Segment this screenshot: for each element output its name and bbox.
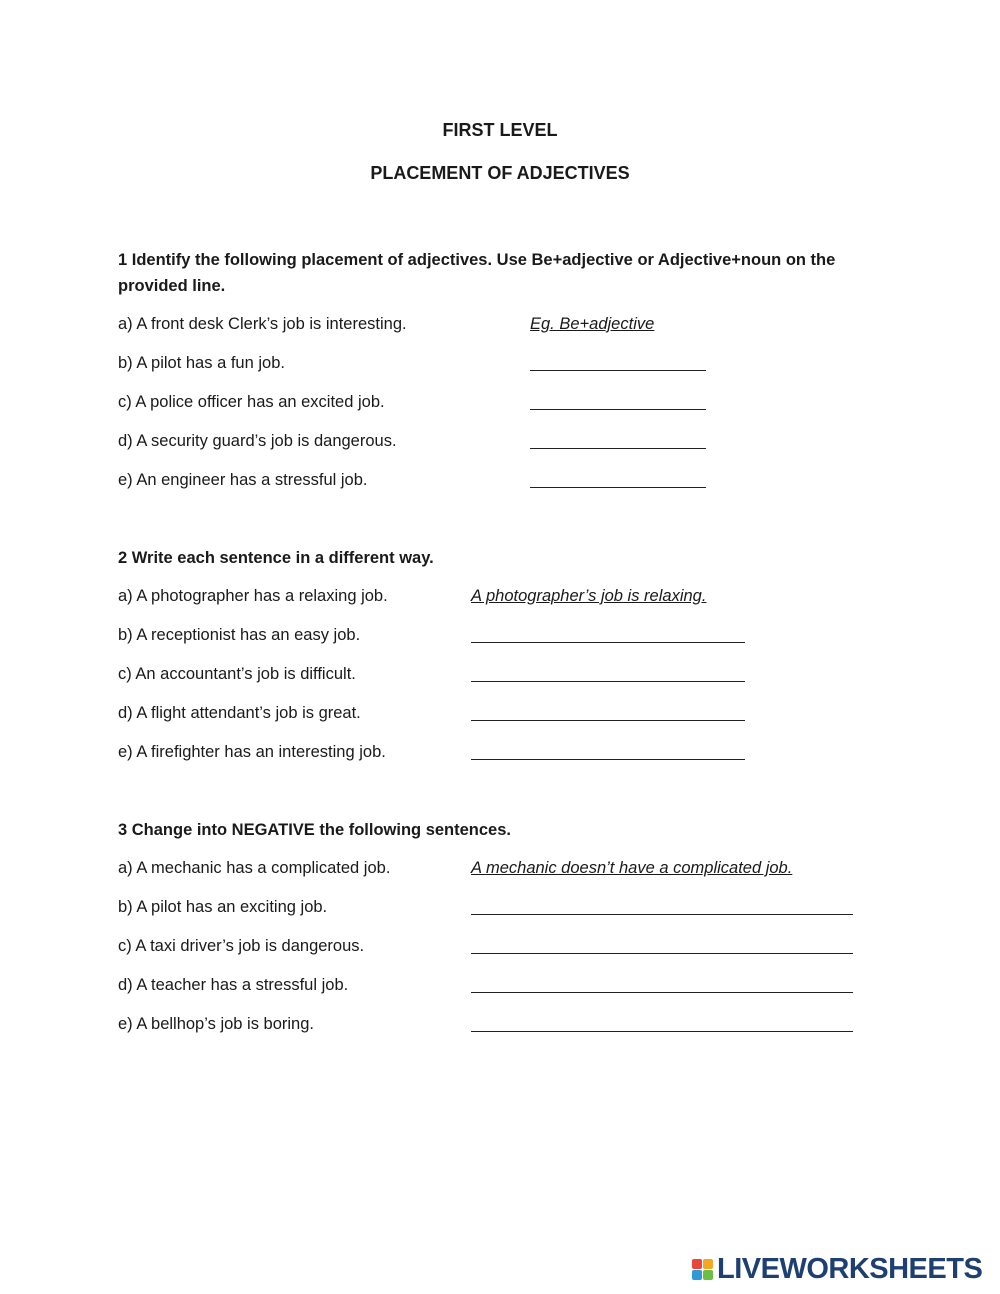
- example-answer: Eg. Be+adjective: [530, 315, 655, 333]
- question-text: e) A bellhop’s job is boring.: [118, 1015, 314, 1033]
- answer-line[interactable]: [471, 992, 853, 993]
- logo-tile: [692, 1259, 702, 1269]
- answer-line[interactable]: [471, 1031, 853, 1032]
- answer-line[interactable]: [471, 642, 745, 643]
- question-text: c) A police officer has an excited job.: [118, 393, 385, 411]
- question-text: c) An accountant’s job is difficult.: [118, 665, 356, 683]
- answer-line[interactable]: [471, 914, 853, 915]
- answer-line[interactable]: [530, 448, 706, 449]
- question-text: b) A receptionist has an easy job.: [118, 626, 361, 644]
- section-heading: 2 Write each sentence in a different way.: [118, 549, 434, 567]
- example-answer: A photographer’s job is relaxing.: [471, 587, 707, 605]
- question-text: e) An engineer has a stressful job.: [118, 471, 368, 489]
- question-text: b) A pilot has a fun job.: [118, 354, 285, 372]
- liveworksheets-logo-icon: [692, 1259, 713, 1280]
- answer-line[interactable]: [471, 681, 745, 682]
- question-text: a) A photographer has a relaxing job.: [118, 587, 388, 605]
- topic-title: PLACEMENT OF ADJECTIVES: [370, 163, 630, 183]
- brand-name: LIVEWORKSHEETS: [717, 1253, 983, 1285]
- level-title: FIRST LEVEL: [442, 120, 558, 140]
- answer-line[interactable]: [471, 720, 745, 721]
- logo-tile: [692, 1270, 702, 1280]
- question-text: d) A security guard’s job is dangerous.: [118, 432, 397, 450]
- liveworksheets-brand[interactable]: [692, 1254, 982, 1284]
- logo-tile: [703, 1259, 713, 1269]
- answer-line[interactable]: [530, 370, 706, 371]
- answer-line[interactable]: [471, 953, 853, 954]
- example-answer: A mechanic doesn’t have a complicated job.: [471, 859, 793, 877]
- answer-line[interactable]: [471, 759, 745, 760]
- question-text: d) A flight attendant’s job is great.: [118, 704, 361, 722]
- question-text: a) A front desk Clerk’s job is interesting.: [118, 315, 407, 333]
- question-text: a) A mechanic has a complicated job.: [118, 859, 391, 877]
- section-heading: 1 Identify the following placement of adjectives. Use Be+adjective or Adjective+noun on the provided line.: [118, 251, 836, 295]
- section-heading: 3 Change into NEGATIVE the following sentences.: [118, 821, 511, 839]
- answer-line[interactable]: [530, 487, 706, 488]
- question-text: e) A firefighter has an interesting job.: [118, 743, 386, 761]
- question-text: b) A pilot has an exciting job.: [118, 898, 328, 916]
- answer-line[interactable]: [530, 409, 706, 410]
- question-text: c) A taxi driver’s job is dangerous.: [118, 937, 365, 955]
- logo-tile: [703, 1270, 713, 1280]
- question-text: d) A teacher has a stressful job.: [118, 976, 349, 994]
